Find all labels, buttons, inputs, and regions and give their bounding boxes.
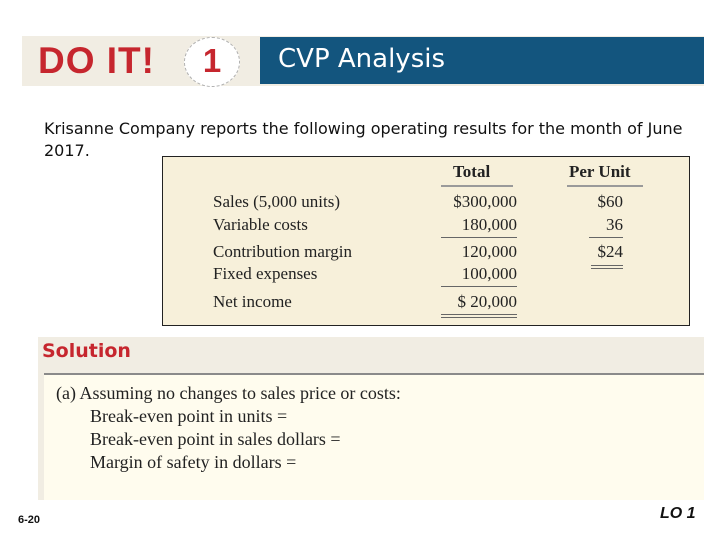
solution-line-break-even-dollars: Break-even point in sales dollars = [90, 429, 341, 449]
double-rule [441, 314, 517, 315]
double-rule [591, 265, 623, 266]
row-label-sales: Sales (5,000 units) [213, 192, 341, 211]
double-rule [591, 268, 623, 269]
solution-title: Solution [42, 340, 131, 362]
intro-text: Krisanne Company reports the following operating results for the month of June 2017. [44, 119, 683, 160]
row-label-net-income: Net income [213, 292, 292, 311]
solution-line-assumption: (a) Assuming no changes to sales price or costs: [56, 383, 401, 403]
page-title: CVP Analysis [278, 44, 446, 74]
row-label-contribution-margin: Contribution margin [213, 242, 352, 261]
cell-total-fixed-expenses: 100,000 [461, 264, 517, 283]
exercise-number-badge [184, 37, 240, 87]
solution-box [44, 373, 704, 500]
header-underline [441, 185, 513, 187]
cell-total-sales: $300,000 [453, 192, 517, 211]
cell-unit-sales: $60 [597, 192, 623, 211]
solution-line-break-even-units: Break-even point in units = [90, 406, 288, 426]
page-number: 6-20 [18, 514, 41, 526]
column-header-total: Total [453, 162, 491, 181]
cell-unit-variable-costs: 36 [606, 215, 623, 234]
exercise-number: 1 [202, 42, 222, 79]
solution-line-margin-of-safety: Margin of safety in dollars = [90, 452, 297, 472]
cell-total-variable-costs: 180,000 [461, 215, 517, 234]
subtotal-rule [441, 286, 517, 287]
learning-objective-label: LO 1 [660, 505, 696, 522]
cell-total-net-income: $ 20,000 [457, 292, 517, 311]
do-it-label: DO IT! [38, 40, 155, 81]
subtotal-rule [441, 237, 517, 238]
operating-results-table [162, 156, 690, 326]
subtotal-rule [589, 237, 623, 238]
cell-unit-contribution-margin: $24 [597, 242, 623, 261]
double-rule [441, 317, 517, 318]
cell-total-contribution-margin: 120,000 [461, 242, 517, 261]
solution-band [38, 337, 704, 373]
header-underline [567, 185, 643, 187]
title-band [260, 37, 704, 84]
row-label-variable-costs: Variable costs [213, 215, 308, 234]
column-header-per-unit: Per Unit [569, 162, 631, 181]
row-label-fixed-expenses: Fixed expenses [213, 264, 318, 283]
